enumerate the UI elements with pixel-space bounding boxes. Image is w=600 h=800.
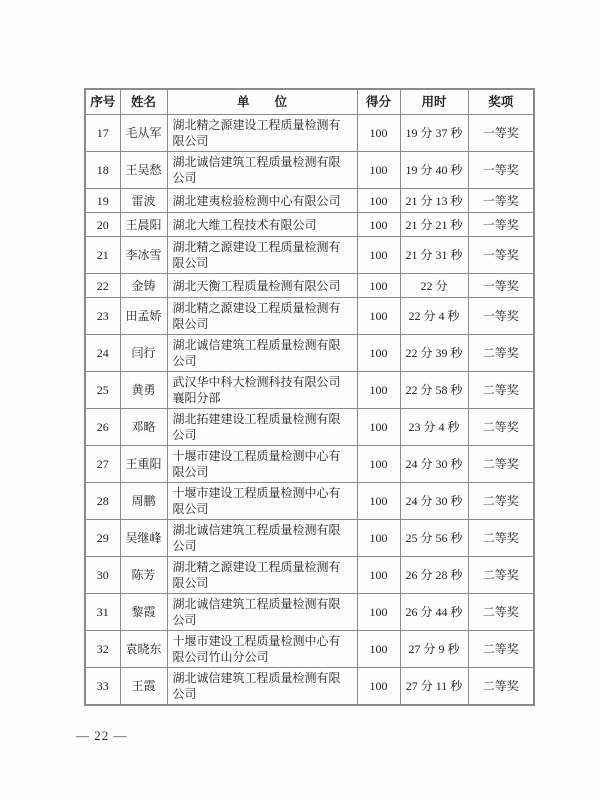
cell-award: 一等奖 <box>468 115 534 152</box>
cell-score: 100 <box>357 152 400 189</box>
cell-name: 王晨阳 <box>120 213 167 237</box>
table-row <box>85 631 534 668</box>
cell-unit: 十堰市建设工程质量检测中心有限公司 <box>167 483 357 520</box>
table-row <box>85 446 534 483</box>
cell-award: 二等奖 <box>468 335 534 372</box>
cell-name: 黄勇 <box>120 372 167 409</box>
cell-seq: 24 <box>85 335 120 372</box>
cell-award: 二等奖 <box>468 594 534 631</box>
cell-unit: 湖北拓建建设工程质量检测有限公司 <box>167 409 357 446</box>
cell-name: 王重阳 <box>120 446 167 483</box>
col-header-seq: 序号 <box>85 89 120 115</box>
cell-seq: 28 <box>85 483 120 520</box>
cell-name: 闫行 <box>120 335 167 372</box>
cell-time: 26 分 28 秒 <box>400 557 468 594</box>
cell-score: 100 <box>357 446 400 483</box>
table-row <box>85 152 534 189</box>
cell-unit: 湖北精之源建设工程质量检测有限公司 <box>167 237 357 274</box>
cell-time: 23 分 4 秒 <box>400 409 468 446</box>
cell-name: 吴继峰 <box>120 520 167 557</box>
cell-name: 李冰雪 <box>120 237 167 274</box>
cell-unit: 湖北诚信建筑工程质量检测有限公司 <box>167 152 357 189</box>
cell-score: 100 <box>357 557 400 594</box>
table-row <box>85 274 534 298</box>
table-row <box>85 409 534 446</box>
table-row <box>85 520 534 557</box>
table-row <box>85 335 534 372</box>
col-header-name: 姓名 <box>120 89 167 115</box>
cell-seq: 27 <box>85 446 120 483</box>
cell-name: 王吴愁 <box>120 152 167 189</box>
cell-time: 22 分 39 秒 <box>400 335 468 372</box>
cell-score: 100 <box>357 213 400 237</box>
cell-seq: 20 <box>85 213 120 237</box>
cell-award: 二等奖 <box>468 409 534 446</box>
cell-time: 22 分 4 秒 <box>400 298 468 335</box>
cell-score: 100 <box>357 237 400 274</box>
cell-name: 黎霞 <box>120 594 167 631</box>
cell-time: 19 分 40 秒 <box>400 152 468 189</box>
cell-award: 一等奖 <box>468 213 534 237</box>
cell-score: 100 <box>357 668 400 706</box>
cell-name: 金铸 <box>120 274 167 298</box>
cell-award: 一等奖 <box>468 189 534 213</box>
table-row <box>85 237 534 274</box>
cell-unit: 湖北精之源建设工程质量检测有限公司 <box>167 298 357 335</box>
cell-seq: 31 <box>85 594 120 631</box>
cell-unit: 湖北精之源建设工程质量检测有限公司 <box>167 115 357 152</box>
cell-seq: 33 <box>85 668 120 706</box>
cell-time: 27 分 9 秒 <box>400 631 468 668</box>
cell-score: 100 <box>357 594 400 631</box>
cell-time: 25 分 56 秒 <box>400 520 468 557</box>
cell-award: 二等奖 <box>468 446 534 483</box>
table-row <box>85 213 534 237</box>
table-header-row <box>85 89 534 115</box>
cell-score: 100 <box>357 520 400 557</box>
cell-seq: 21 <box>85 237 120 274</box>
cell-time: 26 分 44 秒 <box>400 594 468 631</box>
col-header-unit: 单 位 <box>167 89 357 115</box>
cell-seq: 29 <box>85 520 120 557</box>
cell-score: 100 <box>357 483 400 520</box>
cell-award: 二等奖 <box>468 631 534 668</box>
cell-seq: 19 <box>85 189 120 213</box>
cell-name: 袁晓东 <box>120 631 167 668</box>
cell-name: 邓略 <box>120 409 167 446</box>
cell-score: 100 <box>357 372 400 409</box>
cell-time: 21 分 31 秒 <box>400 237 468 274</box>
cell-unit: 湖北诚信建筑工程质量检测有限公司 <box>167 335 357 372</box>
results-table <box>84 88 535 706</box>
cell-unit: 湖北大维工程技术有限公司 <box>167 213 357 237</box>
cell-unit: 湖北天衡工程质量检测有限公司 <box>167 274 357 298</box>
table-row <box>85 115 534 152</box>
table-row <box>85 189 534 213</box>
cell-unit: 湖北诚信建筑工程质量检测有限公司 <box>167 520 357 557</box>
cell-seq: 30 <box>85 557 120 594</box>
table-row <box>85 557 534 594</box>
cell-time: 27 分 11 秒 <box>400 668 468 706</box>
cell-name: 王霞 <box>120 668 167 706</box>
table-row <box>85 372 534 409</box>
cell-time: 19 分 37 秒 <box>400 115 468 152</box>
cell-seq: 18 <box>85 152 120 189</box>
cell-score: 100 <box>357 274 400 298</box>
cell-name: 田孟娇 <box>120 298 167 335</box>
cell-seq: 22 <box>85 274 120 298</box>
cell-score: 100 <box>357 631 400 668</box>
cell-award: 一等奖 <box>468 152 534 189</box>
table-row <box>85 668 534 706</box>
cell-unit: 武汉华中科大检测科技有限公司襄阳分部 <box>167 372 357 409</box>
cell-seq: 25 <box>85 372 120 409</box>
cell-award: 二等奖 <box>468 372 534 409</box>
cell-seq: 32 <box>85 631 120 668</box>
cell-time: 24 分 30 秒 <box>400 446 468 483</box>
cell-award: 一等奖 <box>468 274 534 298</box>
col-header-time: 用时 <box>400 89 468 115</box>
cell-name: 周鹏 <box>120 483 167 520</box>
cell-unit: 湖北精之源建设工程质量检测有限公司 <box>167 557 357 594</box>
cell-award: 二等奖 <box>468 557 534 594</box>
col-header-score: 得分 <box>357 89 400 115</box>
table-row <box>85 298 534 335</box>
cell-time: 22 分 58 秒 <box>400 372 468 409</box>
cell-time: 22 分 <box>400 274 468 298</box>
cell-unit: 湖北建夷检验检测中心有限公司 <box>167 189 357 213</box>
cell-award: 二等奖 <box>468 520 534 557</box>
cell-name: 雷波 <box>120 189 167 213</box>
cell-time: 21 分 13 秒 <box>400 189 468 213</box>
cell-award: 一等奖 <box>468 237 534 274</box>
cell-score: 100 <box>357 335 400 372</box>
cell-score: 100 <box>357 189 400 213</box>
cell-time: 24 分 30 秒 <box>400 483 468 520</box>
cell-name: 陈芳 <box>120 557 167 594</box>
cell-unit: 十堰市建设工程质量检测中心有限公司 <box>167 446 357 483</box>
cell-score: 100 <box>357 115 400 152</box>
cell-award: 二等奖 <box>468 668 534 706</box>
cell-seq: 26 <box>85 409 120 446</box>
cell-seq: 23 <box>85 298 120 335</box>
cell-unit: 十堰市建设工程质量检测中心有限公司竹山分公司 <box>167 631 357 668</box>
cell-score: 100 <box>357 409 400 446</box>
cell-award: 二等奖 <box>468 483 534 520</box>
table-row <box>85 483 534 520</box>
page-number: — 22 — <box>76 728 128 743</box>
col-header-award: 奖项 <box>468 89 534 115</box>
cell-unit: 湖北诚信建筑工程质量检测有限公司 <box>167 668 357 706</box>
cell-time: 21 分 21 秒 <box>400 213 468 237</box>
cell-score: 100 <box>357 298 400 335</box>
cell-unit: 湖北诚信建筑工程质量检测有限公司 <box>167 594 357 631</box>
cell-award: 一等奖 <box>468 298 534 335</box>
cell-seq: 17 <box>85 115 120 152</box>
table-row <box>85 594 534 631</box>
cell-name: 毛从军 <box>120 115 167 152</box>
